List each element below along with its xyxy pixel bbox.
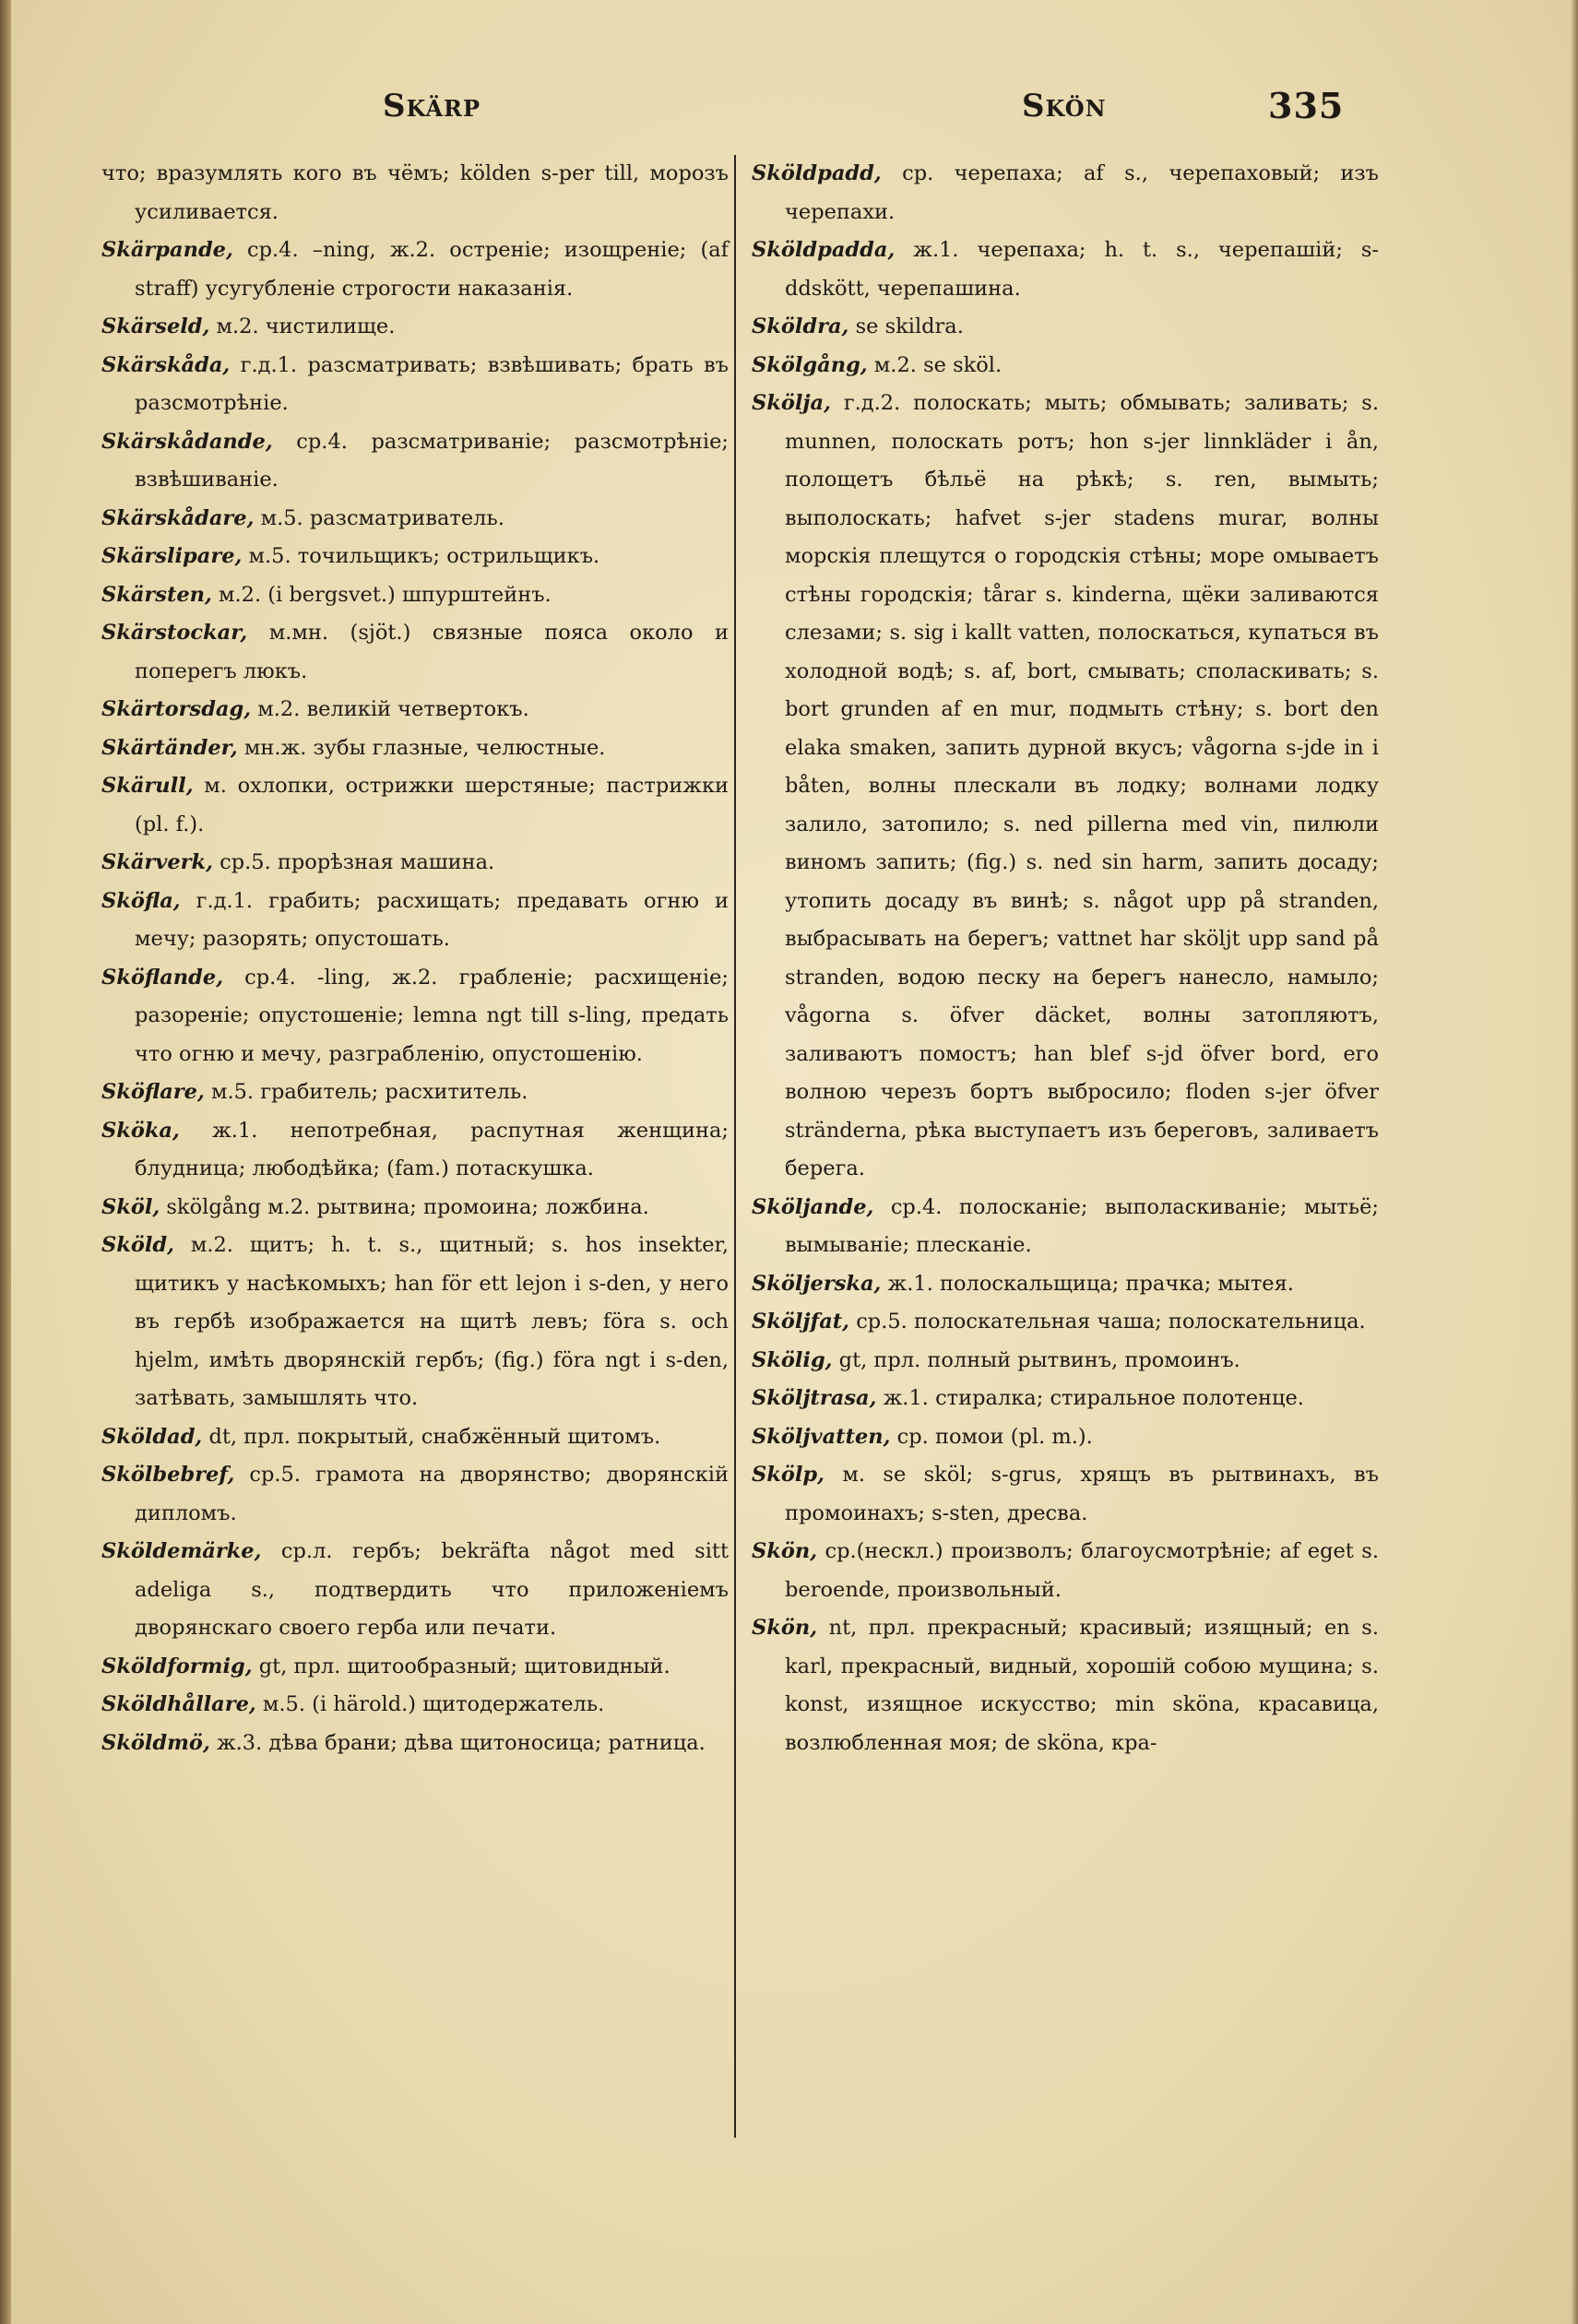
- entry-headword: Sköljtrasa,: [752, 1386, 877, 1410]
- dictionary-entry: [101, 231, 729, 308]
- dictionary-entry: [101, 1189, 729, 1227]
- dictionary-entry: [101, 1648, 729, 1687]
- page-number: 335: [1268, 85, 1345, 126]
- entry-headword: Sköldhållare,: [101, 1692, 256, 1716]
- entry-definition: м. se sköl; s-grus, хрящъ въ рытвинахъ, въ промоинахъ; s-sten, дресва.: [785, 1463, 1379, 1525]
- entry-headword: Sköldpadd,: [752, 161, 882, 185]
- entry-definition: ср.4. –ning, ж.2. остреніе; изощреніе; (af straff) усугубленіе строгости наказанія.: [135, 238, 729, 301]
- dictionary-entry: [101, 1686, 729, 1725]
- entry-definition: ср.(нескл.) произволъ; благоусмотрѣніе; af eget s. beroende, произвольный.: [785, 1539, 1379, 1602]
- dictionary-entry: [101, 883, 729, 959]
- entry-definition: мн.ж. зубы глазные, челюстные.: [243, 735, 606, 760]
- entry-definition: г.д.1. разсматривать; взвѣшивать; брать въ разсмотрѣніе.: [135, 352, 729, 415]
- entry-definition: ср. черепаха; af s., черепаховый; изъ черепахи.: [785, 161, 1379, 224]
- entry-headword: Skärtorsdag,: [101, 697, 252, 721]
- entry-definition: skölgång м.2. рытвина; промоина; ложбина.: [166, 1194, 649, 1219]
- dictionary-entry: [752, 1609, 1379, 1762]
- dictionary-entry: [101, 1533, 729, 1648]
- dictionary-entry: [101, 1227, 729, 1418]
- dictionary-entry: [752, 347, 1379, 385]
- entry-headword: Skärskådande,: [101, 429, 273, 454]
- dictionary-entry: [752, 385, 1379, 1189]
- entry-definition: м.5. точильщикъ; острильщикъ.: [248, 544, 600, 568]
- entry-definition: ср.4. -ling, ж.2. грабленіе; расхищеніе; разореніе; опустошеніе; lemna ngt till s-ling, предать что огню и мечу, разграбленію, опустошенію.: [135, 965, 729, 1066]
- entry-definition: м.мн. (sjöt.) связные пояса около и поперегъ люкъ.: [135, 621, 729, 683]
- entry-definition: dt, прл. покрытый, снабжённый щитомъ.: [208, 1424, 661, 1449]
- entry-definition: м.2. великій четвертокъ.: [257, 697, 529, 721]
- entry-definition: м.5. (i härold.) щитодержатель.: [262, 1692, 605, 1716]
- dictionary-entry: [101, 691, 729, 729]
- entry-definition: ср.4. полосканіе; выполаскиваніе; мытьё; вымываніе; плесканіе.: [785, 1194, 1379, 1257]
- entry-definition: se skildra.: [855, 314, 964, 338]
- entry-definition: ср.5. полоскательная чаша; полоскательница.: [856, 1310, 1366, 1334]
- entry-definition: ср.л. гербъ; bekräfta något med sitt adeliga s., подтвердить что приложеніемъ дворянскаго своего герба или печати.: [135, 1539, 729, 1640]
- entry-headword: Sköfla,: [101, 888, 181, 913]
- entry-headword: Sköflare,: [101, 1080, 205, 1104]
- left-column: [101, 155, 729, 1762]
- entry-definition: г.д.1. грабить; расхищать; предавать огню и мечу; разорять; опустошать.: [135, 888, 729, 951]
- entry-definition: ж.1. непотребная, распутная женщина; блудница; любодѣйка; (fam.) потаскушка.: [135, 1118, 729, 1180]
- entry-headword: Skärtänder,: [101, 735, 238, 760]
- entry-headword: Skärslipare,: [101, 544, 243, 568]
- entry-headword: Sköldformig,: [101, 1654, 253, 1678]
- entry-headword: Skölja,: [752, 391, 831, 415]
- dictionary-entry: [101, 1725, 729, 1763]
- dictionary-entry: [752, 1189, 1379, 1265]
- entry-definition: м. охлопки, острижки шерстяные; пастрижки (pl. f.).: [135, 774, 730, 836]
- entry-definition: ж.1. стиралка; стиральное полотенце.: [883, 1386, 1304, 1410]
- dictionary-entry: [101, 959, 729, 1074]
- entry-definition: gt, прл. щитообразный; щитовидный.: [258, 1654, 670, 1678]
- dictionary-entry: [101, 347, 729, 423]
- page-edge-left: [0, 0, 11, 2324]
- entry-headword: Sköldpadda,: [752, 238, 896, 262]
- dictionary-entry: [752, 1533, 1379, 1609]
- dictionary-entry: [752, 1342, 1379, 1381]
- dictionary-entry: [101, 729, 729, 768]
- entry-definition: gt, прл. полный рытвинъ, промоинъ.: [838, 1347, 1240, 1372]
- entry-headword: Skärskådare,: [101, 505, 255, 530]
- entry-headword: Skärpande,: [101, 238, 233, 262]
- entry-headword: Skön,: [752, 1539, 818, 1563]
- page-edge-right: [1571, 0, 1578, 2324]
- right-column: [752, 155, 1379, 1762]
- entry-headword: Sköldemärke,: [101, 1539, 262, 1563]
- dictionary-entry: [101, 1112, 729, 1189]
- entry-definition: ж.1. полоскальщица; прачка; мытея.: [887, 1271, 1294, 1296]
- dictionary-entry: [752, 231, 1379, 308]
- entry-headword: Sköldmö,: [101, 1730, 210, 1755]
- entry-headword: Skärverk,: [101, 850, 213, 874]
- entry-definition: м.5. разсматриватель.: [260, 505, 504, 530]
- dictionary-entry: [752, 1380, 1379, 1418]
- dictionary-entry: [752, 1418, 1379, 1457]
- entry-definition: что; вразумлять кого въ чёмъ; kölden s-per till, морозъ усиливается.: [101, 161, 729, 224]
- entry-headword: Sköljfat,: [752, 1310, 850, 1334]
- entry-definition: г.д.2. полоскать; мыть; обмывать; заливать; s. munnen, полоскать ротъ; hon s-jer linnkläder i ån, полощетъ бѣльё на рѣкѣ; s. ren, вымыть; выполоскать; hafvet s-jer stadens murar, волны морскія плещутся о городскія стѣны; море омываетъ стѣны городскія; tårar s. kinderna, щёки заливаются слезами; s. sig i kallt vatten, полоскаться, купаться въ холодной водѣ; s. af, bort, смывать; споласкивать; s. bort grunden af en mur, подмыть стѣну; s. bort den elaka smaken, запить дурной вкусъ; vågorna s-jde in i båten, волны плескали въ лодку; волнами лодку залило, затопило; s. ned pillerna med vin, пилюли виномъ запить; (fig.) s. ned sin harm, запить досаду; утопить досаду въ винѣ; s. något upp på stranden, выбрасывать на берегъ; vattnet har sköljt upp sand på stranden, водою песку на берегъ нанесло, намыло; vågorna s. öfver däcket, волны затопляютъ, заливаютъ помостъ; han blef s-jd öfver bord, его волною черезъ бортъ выбросило; floden s-jer öfver stränderna, рѣка выступаетъ изъ береговъ, заливаетъ берега.: [785, 391, 1379, 1180]
- entry-definition: ж.3. дѣва брани; дѣва щитоносица; ратница.: [216, 1730, 706, 1755]
- entry-headword: Skärsten,: [101, 582, 212, 607]
- entry-headword: Sköka,: [101, 1118, 180, 1143]
- entry-headword: Skölp,: [752, 1463, 825, 1487]
- entry-definition: ср.5. грамота на дворянство; дворянскій дипломъ.: [135, 1463, 729, 1525]
- dictionary-entry: [752, 1265, 1379, 1304]
- dictionary-entry: [101, 423, 729, 500]
- entry-headword: Skölbebref,: [101, 1463, 235, 1487]
- entry-definition: nt, прл. прекрасный; красивый; изящный; en s. karl, прекрасный, видный, хорошій собою мущина; s. konst, изящное искусство; min sköna, красавица, возлюбленная моя; de sköna, кра-: [785, 1616, 1379, 1755]
- entry-headword: Skärstockar,: [101, 621, 248, 645]
- entry-definition: ср.4. разсматриваніе; разсмотрѣніе; взвѣшиваніе.: [135, 429, 730, 492]
- entry-definition: м.2. чистилище.: [216, 314, 396, 338]
- dictionary-entry: [101, 614, 729, 691]
- entry-headword: Skön,: [752, 1616, 818, 1640]
- dictionary-entry: [101, 767, 729, 844]
- entry-headword: Sköldad,: [101, 1424, 203, 1449]
- entry-headword: Skärull,: [101, 774, 194, 798]
- dictionary-entry: [752, 1456, 1379, 1533]
- dictionary-entry: [752, 308, 1379, 347]
- running-head-center: Skön: [1022, 88, 1107, 125]
- dictionary-entry: [101, 538, 729, 576]
- dictionary-entry: [101, 1456, 729, 1533]
- dictionary-entry: [101, 155, 729, 231]
- dictionary-entry: [752, 155, 1379, 231]
- entry-headword: Sköld,: [101, 1233, 174, 1257]
- entry-headword: Sköljande,: [752, 1194, 874, 1219]
- entry-definition: м.2. se sköl.: [873, 352, 1003, 377]
- dictionary-entry: [101, 844, 729, 883]
- entry-headword: Skärskåda,: [101, 352, 231, 377]
- entry-definition: м.2. щитъ; h. t. s., щитный; s. hos insekter, щитикъ у насѣкомыхъ; han för ett lejon i s-den, у него въ гербѣ изображается на щитѣ левъ; föra s. och hjelm, имѣть дворянскій гербъ; (fig.) föra ngt i s-den, затѣвать, замышлять что.: [135, 1233, 729, 1410]
- entry-headword: Skärseld,: [101, 314, 210, 338]
- dictionary-entry: [101, 1073, 729, 1112]
- dictionary-entry: [101, 500, 729, 539]
- entry-headword: Sköl,: [101, 1194, 160, 1219]
- entry-definition: ср. помои (pl. m.).: [896, 1424, 1093, 1449]
- column-divider: [734, 155, 736, 2138]
- entry-headword: Sköljvatten,: [752, 1424, 891, 1449]
- entry-definition: м.5. грабитель; расхититель.: [210, 1080, 528, 1104]
- dictionary-entry: [752, 1303, 1379, 1342]
- dictionary-entry: [101, 308, 729, 347]
- entry-definition: ср.5. прорѣзная машина.: [219, 850, 495, 874]
- entry-headword: Sköldra,: [752, 314, 849, 338]
- running-head-left: Skärp: [383, 88, 481, 125]
- entry-headword: Skölig,: [752, 1347, 833, 1372]
- entry-headword: Sköflande,: [101, 965, 224, 990]
- entry-definition: ж.1. черепаха; h. t. s., черепашій; s-ddskött, черепашина.: [785, 238, 1379, 301]
- entry-headword: Sköljerska,: [752, 1271, 882, 1296]
- dictionary-entry: [101, 576, 729, 615]
- entry-headword: Skölgång,: [752, 352, 868, 377]
- entry-definition: м.2. (i bergsvet.) шпурштейнъ.: [219, 582, 552, 607]
- dictionary-entry: [101, 1418, 729, 1457]
